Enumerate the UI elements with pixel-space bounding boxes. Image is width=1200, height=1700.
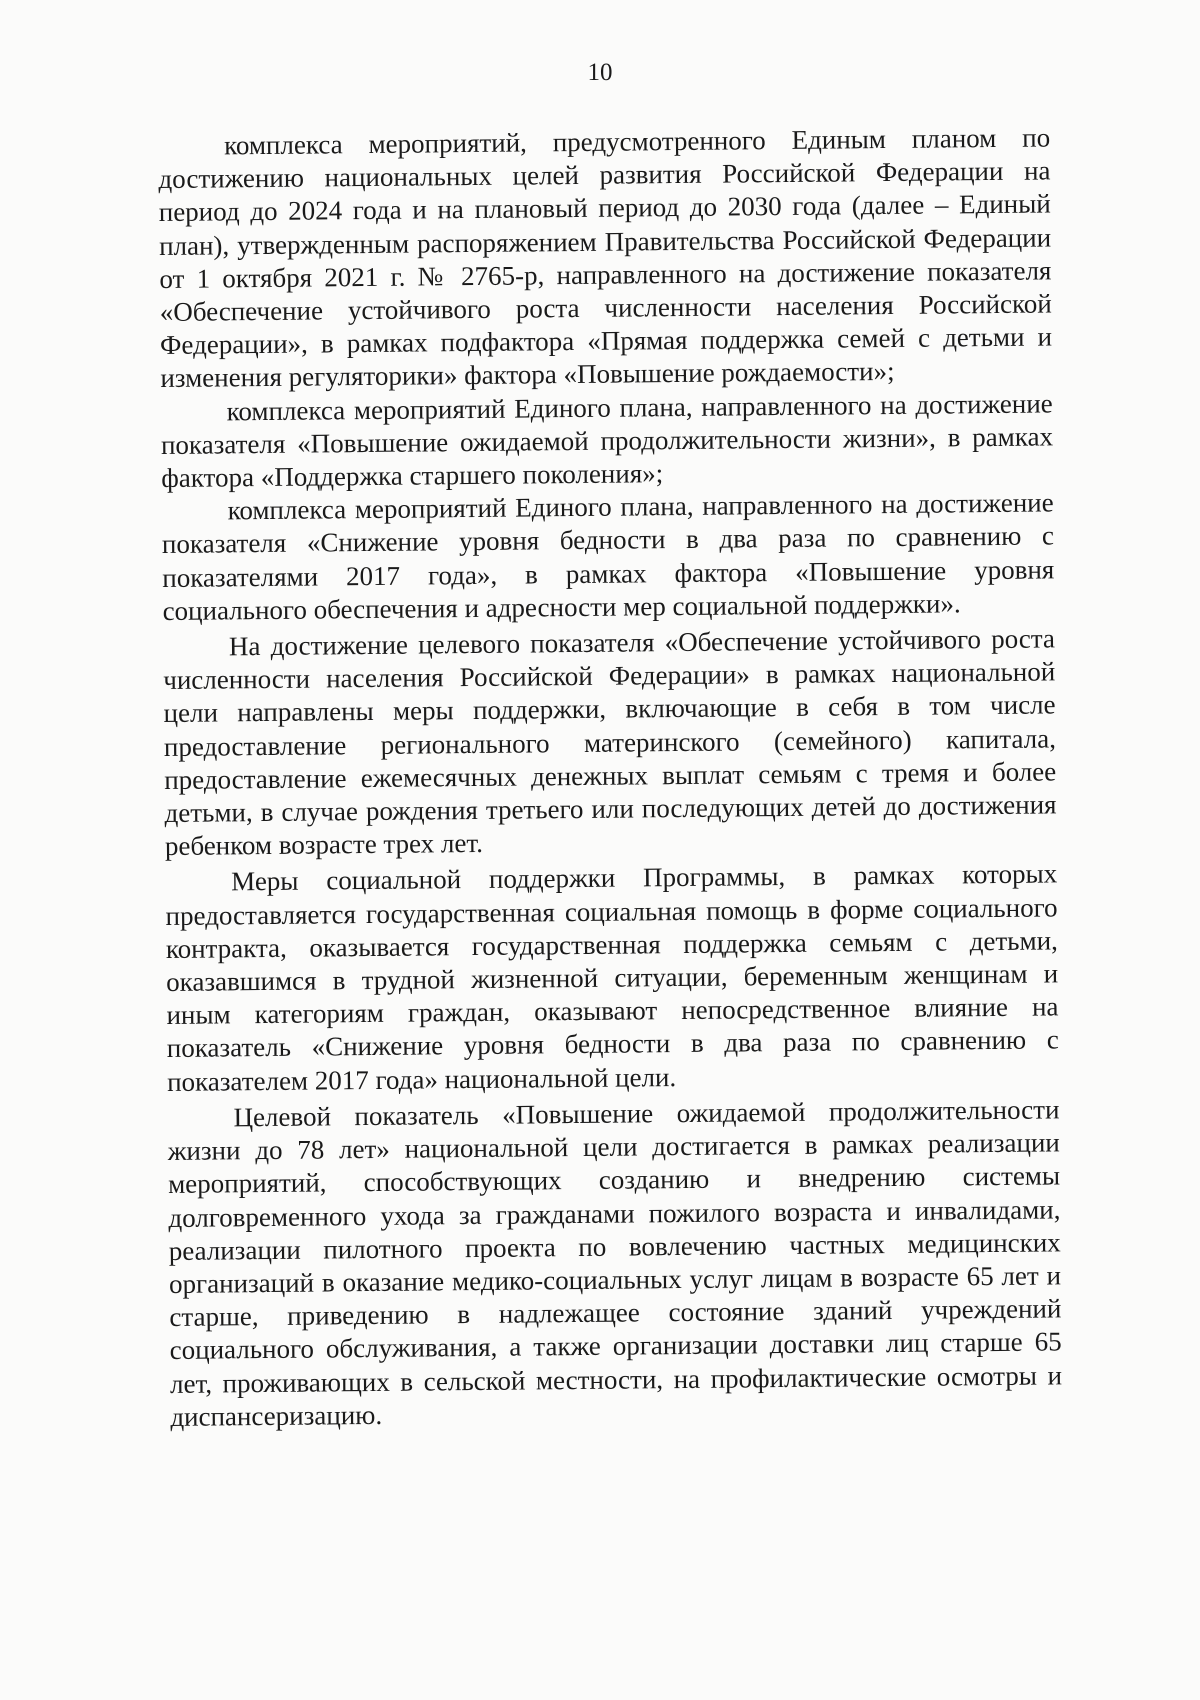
page-number: 10 (587, 59, 613, 86)
paragraph: комплекса мероприятий, предусмотренного Единым планом по достижению национальных целей развития Российской Федерации на период до 2024 года и на плановый период до 2030 года (далее – Единый план), утвержденным распоряжением Правительства Российской Федерации от 1 октября 2021 г. № 2765-р, направленного на достижение показателя «Обеспечение устойчивого роста численности населения Российской Федерации», в рамках подфактора «Прямая поддержка семей с детьми и изменения регуляторики» фактора «Повышение рождаемости»; (158, 122, 1053, 394)
paragraph: комплекса мероприятий Единого плана, направленного на достижение показателя «Снижение уровня бедности в два раза по сравнению с показателями 2017 года», в рамках фактора «Повышение уровня социального обеспечения и адресности мер социальной поддержки». (161, 487, 1055, 626)
paragraph: Целевой показатель «Повышение ожидаемой продолжительности жизни до 78 лет» национальной цели достигается в рамках реализации мероприятий, способствующих созданию и внедрению системы долговременного ухода за гражданами пожилого возраста и инвалидами, реализации пилотного проекта по вовлечению частных медицинских организаций в оказание медико-социальных услуг лицам в возрасте 65 лет и старше, приведению в надлежащее состояние зданий учреждений социального обслуживания, а также организации доставки лиц старше 65 лет, проживающих в сельской местности, на профилактические осмотры и диспансеризацию. (167, 1094, 1063, 1432)
paragraph: комплекса мероприятий Единого плана, направленного на достижение показателя «Повышение ожидаемой продолжительности жизни», в рамках фактора «Поддержка старшего поколения»; (160, 388, 1054, 494)
paragraph: На достижение целевого показателя «Обеспечение устойчивого роста численности населения Российской Федерации» в рамках национальной цели направлены меры поддержки, включающие в себя в том числе предоставление регионального материнского (семейного) капитала, предоставление ежемесячных денежных выплат семьям с тремя и более детьми, в случае рождения третьего или последующих детей до достижения ребенком возрасте трех лет. (163, 623, 1057, 862)
body-text (158, 121, 1062, 1433)
paragraph: Меры социальной поддержки Программы, в рамках которых предоставляется государственная социальная помощь в форме социального контракта, оказывается государственная поддержка семьям с детьми, оказавшимся в трудной жизненной ситуации, беременным женщинам и иным категориям граждан, оказывают непосредственное влияние на показатель «Снижение уровня бедности в два раза по сравнению с показателем 2017 года» национальной цели. (165, 858, 1059, 1097)
